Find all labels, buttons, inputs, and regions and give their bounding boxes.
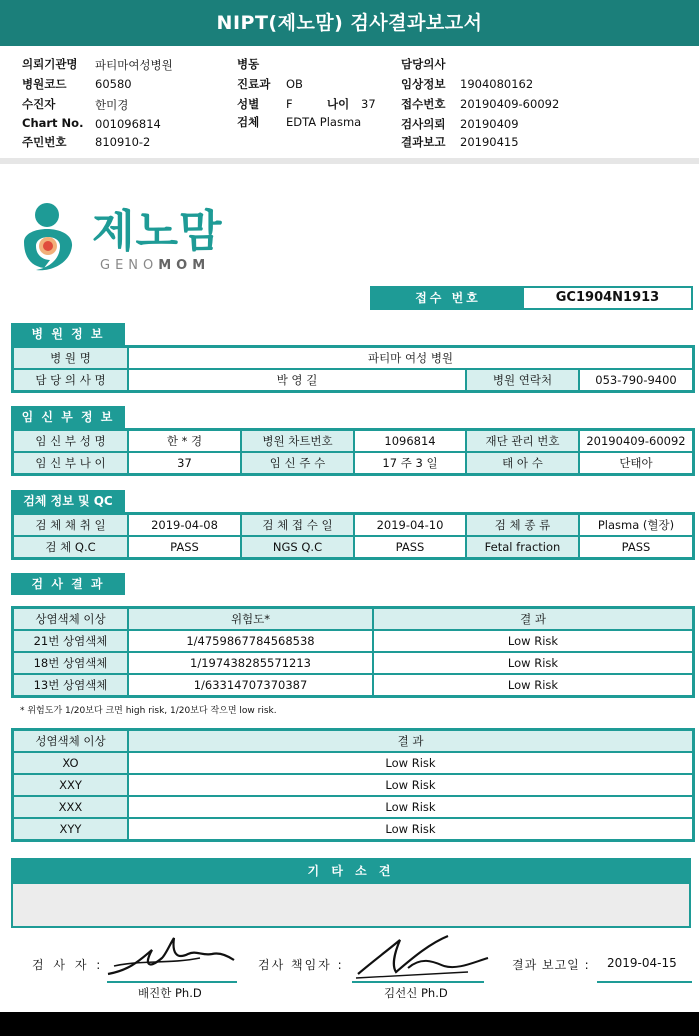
- table-row: [13, 752, 693, 774]
- type-value: Plasma (혈장): [579, 514, 693, 536]
- result-value: Low Risk: [128, 818, 693, 840]
- doctor-value: 박 영 길: [128, 369, 466, 391]
- doctor-label: 담 당 의 사 명: [13, 369, 128, 391]
- logo-korean: 제노맘: [92, 206, 223, 257]
- receipt-value: GC1904N1913: [555, 290, 660, 305]
- header-key: 접수번호: [401, 97, 446, 111]
- table-row: [13, 430, 693, 452]
- header-row-patient: [22, 96, 55, 112]
- header-row-specimen: [237, 114, 259, 130]
- result-value: Low Risk: [373, 630, 693, 652]
- result-value: Low Risk: [373, 652, 693, 674]
- header-row-hospital: [22, 56, 78, 72]
- logo-english: [100, 258, 210, 273]
- receive-value: 2019-04-10: [354, 514, 466, 536]
- table-row: [13, 536, 693, 558]
- header-value: 20190409: [460, 117, 519, 131]
- other-findings-title: 기 타 소 견: [11, 858, 691, 884]
- section-tab-hospital: 병 원 정 보: [11, 323, 125, 345]
- header-value: 001096814: [95, 117, 161, 131]
- report-date-label: 결과 보고일 :: [512, 958, 590, 972]
- pregnant-name-label: 임 신 부 성 명: [13, 430, 128, 452]
- ngs-label: NGS Q.C: [241, 536, 354, 558]
- chief-name: 김선신 Ph.D: [384, 986, 448, 1000]
- header-value: OB: [286, 77, 303, 91]
- result-value: Low Risk: [128, 796, 693, 818]
- header-key: 의뢰기관명: [22, 57, 78, 71]
- risk-value: 1/197438285571213: [128, 652, 373, 674]
- header-key: 검사의뢰: [401, 117, 446, 131]
- table-row: [13, 452, 693, 474]
- table-row: [13, 514, 693, 536]
- header-key: 수진자: [22, 97, 56, 111]
- bottom-bar: [0, 1012, 699, 1036]
- header-row-ward: [237, 56, 259, 72]
- section-tab-pregnant: 임 신 부 정 보: [11, 406, 125, 428]
- tester-label: 검 사 자 :: [32, 958, 104, 972]
- contact-value: 053-790-9400: [579, 369, 693, 391]
- qc-value: PASS: [128, 536, 241, 558]
- header-row-id: [22, 134, 66, 150]
- row-label: XO: [13, 752, 128, 774]
- fetus-label: 태 아 수: [466, 452, 579, 474]
- table-row: [13, 347, 693, 369]
- row-label: 18번 상염색체: [13, 652, 128, 674]
- header-age-key: [327, 96, 349, 112]
- logo-english-bold: MOM: [158, 258, 211, 273]
- header-row-clinical: [401, 76, 445, 92]
- header-value: 810910-2: [95, 135, 151, 149]
- risk-value: 1/4759867784568538: [128, 630, 373, 652]
- chart-label: 병원 차트번호: [241, 430, 354, 452]
- hospital-name-label: 병 원 명: [13, 347, 128, 369]
- row-label: 13번 상염색체: [13, 674, 128, 696]
- row-label: XYY: [13, 818, 128, 840]
- foundation-value: 20190409-60092: [579, 430, 693, 452]
- qc-label: 검 체 Q.C: [13, 536, 128, 558]
- autosome-results-table: [11, 606, 695, 698]
- report-date-value: 2019-04-15: [607, 956, 677, 970]
- weeks-value: 17 주 3 일: [354, 452, 466, 474]
- header-value: 20190409-60092: [460, 97, 560, 111]
- pregnant-name-value: 한 * 경: [128, 430, 241, 452]
- header-row-request: [401, 116, 445, 132]
- table-row: [13, 818, 693, 840]
- receive-label: 검 체 접 수 일: [241, 514, 354, 536]
- result-value: Low Risk: [373, 674, 693, 696]
- header-row-code: [22, 76, 66, 92]
- hospital-name-value: 파티마 여성 병원: [128, 347, 693, 369]
- header-key: 성별: [237, 97, 260, 111]
- header-key: 주민번호: [22, 135, 67, 149]
- header-key: 담당의사: [401, 57, 446, 71]
- section-tab-specimen: 검체 정보 및 QC: [11, 490, 125, 512]
- col-header: 위험도*: [128, 608, 373, 630]
- ff-value: PASS: [579, 536, 693, 558]
- collect-label: 검 체 채 취 일: [13, 514, 128, 536]
- type-label: 검 체 종 류: [466, 514, 579, 536]
- col-header: 성염색체 이상: [13, 730, 128, 752]
- chart-value: 1096814: [354, 430, 466, 452]
- chief-sign-line: [352, 981, 484, 983]
- row-label: XXY: [13, 774, 128, 796]
- risk-value: 1/63314707370387: [128, 674, 373, 696]
- report-date-line: [597, 981, 692, 983]
- header-value: 60580: [95, 77, 132, 91]
- col-header: 결 과: [373, 608, 693, 630]
- header-row-report: [401, 134, 445, 150]
- table-header-row: [13, 608, 693, 630]
- table-row: [13, 774, 693, 796]
- header-row-sex: [237, 96, 259, 112]
- pregnant-table: [11, 428, 695, 476]
- row-label: 21번 상염색체: [13, 630, 128, 652]
- specimen-table: [11, 512, 695, 560]
- header-key: Chart No.: [22, 116, 84, 130]
- genomom-logo-icon: [14, 198, 84, 276]
- header-value: 1904080162: [460, 77, 534, 91]
- result-value: Low Risk: [128, 752, 693, 774]
- row-label: XXX: [13, 796, 128, 818]
- header-value: EDTA Plasma: [286, 115, 362, 129]
- header-key: 임상정보: [401, 77, 446, 91]
- header-value: 한미경: [95, 98, 129, 112]
- header-key: 진료과: [237, 77, 271, 91]
- table-header-row: [13, 730, 693, 752]
- table-row: [13, 630, 693, 652]
- fetus-value: 단태아: [579, 452, 693, 474]
- table-row: [13, 674, 693, 696]
- header-value: F: [286, 97, 293, 111]
- col-header: 상염색체 이상: [13, 608, 128, 630]
- pregnant-age-label: 임 신 부 나 이: [13, 452, 128, 474]
- ngs-value: PASS: [354, 536, 466, 558]
- table-row: [13, 796, 693, 818]
- chief-signature: [348, 932, 498, 982]
- tester-sign-line: [107, 981, 237, 983]
- table-row: [13, 369, 693, 391]
- header-row-doctor: [401, 56, 445, 72]
- header-row-dept: [237, 76, 270, 92]
- header-age-value: 37: [361, 97, 376, 111]
- tester-signature: [100, 930, 240, 982]
- header-divider: [0, 158, 699, 164]
- tester-name: 배진한 Ph.D: [138, 986, 202, 1000]
- header-value: 파티마여성병원: [95, 58, 173, 72]
- header-key: 나이: [327, 97, 350, 111]
- ff-label: Fetal fraction: [466, 536, 579, 558]
- header-key: 결과보고: [401, 135, 446, 149]
- receipt-label: 접수 번호: [372, 288, 524, 308]
- header-key: 검체: [237, 115, 260, 129]
- header-key: 병원코드: [22, 77, 67, 91]
- report-title: NIPT(제노맘) 검사결과보고서: [0, 0, 699, 46]
- header-value: 20190415: [460, 135, 519, 149]
- header-row-receipt: [401, 96, 445, 112]
- header-key: 병동: [237, 57, 260, 71]
- collect-value: 2019-04-08: [128, 514, 241, 536]
- risk-footnote: * 위험도가 1/20보다 크면 high risk, 1/20보다 작으면 low risk.: [20, 706, 277, 716]
- header-row-chart: [22, 116, 83, 130]
- foundation-label: 재단 관리 번호: [466, 430, 579, 452]
- other-findings-text: [13, 884, 689, 892]
- other-findings-body: [11, 884, 691, 928]
- chief-label: 검사 책임자 :: [258, 958, 344, 972]
- pregnant-age-value: 37: [128, 452, 241, 474]
- hospital-table: [11, 345, 695, 393]
- logo-english-light: GENO: [100, 258, 159, 273]
- contact-label: 병원 연락처: [466, 369, 579, 391]
- result-value: Low Risk: [128, 774, 693, 796]
- receipt-number-box: [370, 286, 693, 310]
- sex-chromosome-table: [11, 728, 695, 842]
- section-tab-results: 검 사 결 과: [11, 573, 125, 595]
- col-header: 결 과: [128, 730, 693, 752]
- weeks-label: 임 신 주 수: [241, 452, 354, 474]
- table-row: [13, 652, 693, 674]
